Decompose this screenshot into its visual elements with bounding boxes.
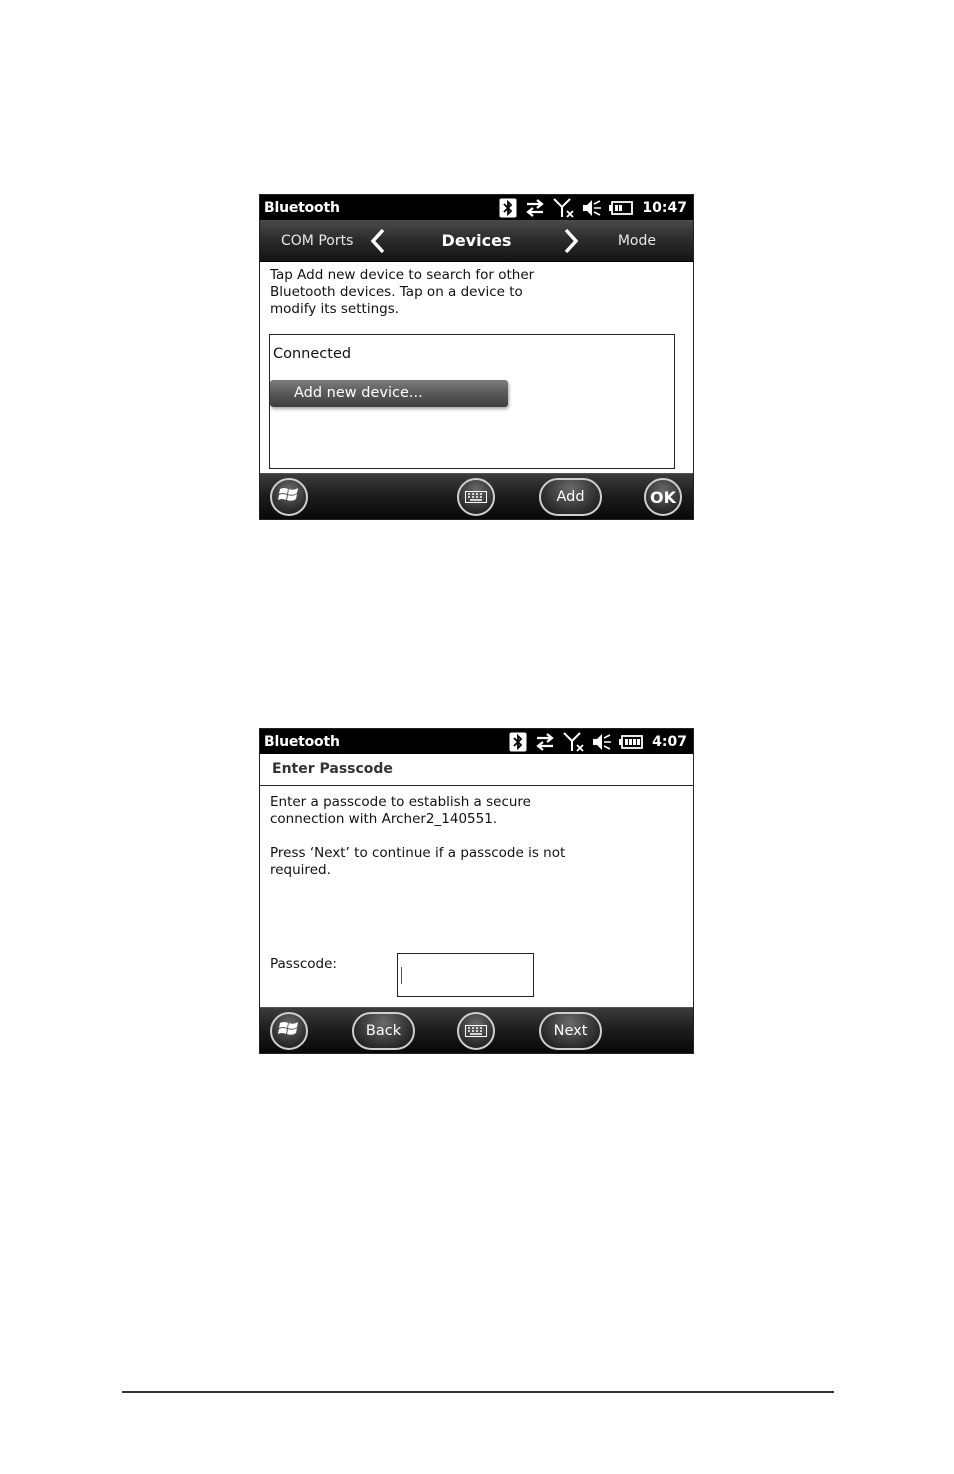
enter-passcode-screen	[259, 728, 694, 1054]
passcode-optional-note: Press ‘Next’ to continue if a passcode is not required.	[270, 845, 566, 878]
softkey-bar	[260, 1007, 693, 1053]
back-button[interactable]: Back	[352, 1012, 415, 1050]
passcode-instructions: Enter a passcode to establish a secure connection with Archer2_140551.	[270, 794, 531, 827]
keyboard-icon	[465, 488, 487, 507]
add-button[interactable]: Add	[539, 478, 602, 516]
page-title: Enter Passcode	[272, 761, 393, 777]
page-footer-rule	[122, 1391, 834, 1393]
status-icons	[509, 732, 687, 752]
speaker-muted-icon	[582, 199, 602, 217]
add-new-device-item[interactable]: Add new device...	[270, 380, 508, 407]
bluetooth-icon	[509, 732, 527, 752]
app-title: Bluetooth	[264, 733, 340, 750]
windows-start-icon	[278, 485, 300, 509]
chevron-right-icon[interactable]	[563, 228, 579, 258]
keyboard-button[interactable]	[457, 1012, 495, 1050]
next-button[interactable]: Next	[539, 1012, 602, 1050]
tab-devices[interactable]: Devices	[441, 231, 512, 250]
clock: 10:47	[642, 199, 687, 216]
windows-start-icon	[278, 1019, 300, 1043]
ok-label: OK	[650, 487, 676, 507]
group-label-connected: Connected	[273, 346, 352, 362]
sync-icon	[534, 733, 556, 751]
pivot-nav	[260, 220, 693, 262]
start-button[interactable]	[270, 478, 308, 516]
no-signal-icon	[563, 732, 585, 752]
status-icons	[499, 198, 687, 218]
tab-com-ports[interactable]: COM Ports	[281, 233, 354, 249]
bluetooth-icon	[499, 198, 517, 218]
sync-icon	[524, 199, 546, 217]
app-title: Bluetooth	[264, 199, 340, 216]
speaker-muted-icon	[592, 733, 612, 751]
instructions-text: Tap Add new device to search for other Bluetooth devices. Tap on a device to modify its settings.	[270, 267, 535, 317]
keyboard-button[interactable]	[457, 478, 495, 516]
tab-mode[interactable]: Mode	[617, 233, 656, 249]
keyboard-icon	[465, 1022, 487, 1041]
softkey-bar	[260, 473, 693, 519]
passcode-label: Passcode:	[270, 956, 337, 972]
subheader	[260, 754, 693, 786]
passcode-input[interactable]	[397, 953, 534, 997]
battery-icon	[609, 201, 633, 215]
status-bar	[260, 729, 693, 754]
battery-icon	[619, 735, 643, 749]
text-cursor	[401, 967, 402, 984]
start-button[interactable]	[270, 1012, 308, 1050]
clock: 4:07	[652, 733, 687, 750]
no-signal-icon	[553, 198, 575, 218]
device-list	[269, 334, 675, 469]
bluetooth-devices-screen	[259, 194, 694, 520]
status-bar	[260, 195, 693, 220]
ok-button[interactable]	[644, 478, 682, 516]
